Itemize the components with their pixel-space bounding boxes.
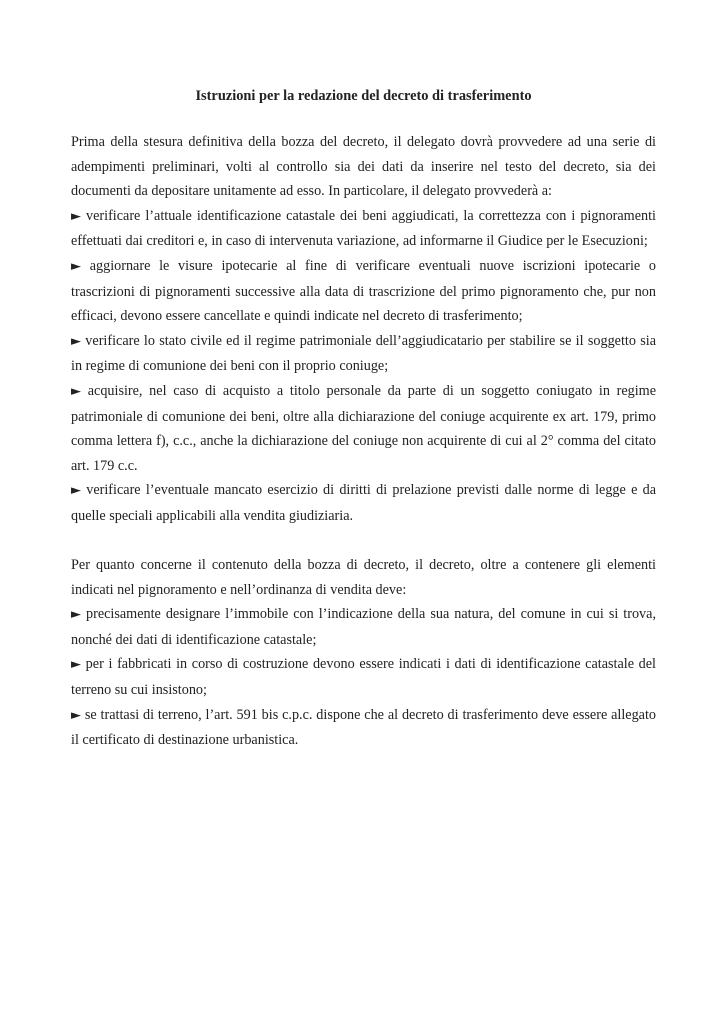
list-item-text: acquisire, nel caso di acquisto a titolo personale da parte di un soggetto coniugato in regime patrimoniale di comunione dei beni, oltre alla dichiarazione del coniuge acquirente ex art. 179, primo comma lettera f), c.c., anche la dichiarazione del coniuge non acquirente di cui al 2° comma del citato art. 179 c.c. — [71, 382, 657, 474]
list-item — [71, 254, 656, 329]
bullet-arrow-icon: ► — [71, 657, 81, 673]
section1-intro: Prima della stesura definitiva della bozza del decreto, il delegato dovrà provvedere ad una serie di adempimenti preliminari, volti al controllo sia dei dati da inserire nel testo del decreto, sia dei documenti da depositare unitamente ad esso. In particolare, il delegato provvederà a: — [71, 134, 656, 200]
list-item — [71, 379, 656, 478]
bullet-arrow-icon: ► — [71, 333, 81, 349]
list-item — [71, 204, 656, 254]
bullet-arrow-icon: ► — [71, 208, 81, 224]
list-item — [71, 478, 656, 528]
bullet-arrow-icon: ► — [71, 383, 81, 399]
list-item — [71, 703, 656, 753]
list-item-text: verificare l’attuale identificazione catastale dei beni aggiudicati, la correttezza con i pignoramenti effettuati dai creditori e, in caso di intervenuta variazione, ad informarne il Giudice per le Esecuzioni; — [71, 207, 656, 250]
document-title: Istruzioni per la redazione del decreto di trasferimento — [195, 88, 532, 104]
list-item-text: se trattasi di terreno, l’art. 591 bis c.p.c. dispone che al decreto di trasferimento deve essere allegato il certificato di destinazione urbanistica. — [71, 706, 657, 749]
section2-intro: Per quanto concerne il contenuto della bozza di decreto, il decreto, oltre a contenere gli elementi indicati nel pignoramento e nell’ordinanza di vendita deve: — [71, 557, 656, 598]
list-item — [71, 329, 656, 379]
bullet-arrow-icon: ► — [71, 707, 81, 723]
paragraph-spacer — [71, 529, 656, 554]
bullet-arrow-icon: ► — [71, 483, 81, 499]
list-item-text: aggiornare le visure ipotecarie al fine di verificare eventuali nuove iscrizioni ipotecarie o trascrizioni di pignoramenti successive alla data di trascrizione del primo pignoramento che, pur non efficaci, devono essere cancellate e quindi indicate nel decreto di trasferimento; — [71, 257, 656, 325]
bullet-arrow-icon: ► — [71, 607, 81, 623]
list-item-text: verificare lo stato civile ed il regime patrimoniale dell’aggiudicatario per stabilire se il soggetto sia in regime di comunione dei beni con il proprio coniuge; — [71, 332, 656, 375]
list-item — [71, 652, 656, 702]
list-item-text: precisamente designare l’immobile con l’indicazione della sua natura, del comune in cui si trova, nonché dei dati di identificazione catastale; — [71, 606, 656, 648]
document-body — [71, 86, 656, 753]
list-item-text: verificare l’eventuale mancato esercizio di diritti di prelazione previsti dalle norme di legge e da quelle speciali applicabili alla vendita giudiziaria. — [71, 482, 656, 524]
bullet-arrow-icon: ► — [71, 258, 81, 274]
list-item-text: per i fabbricati in corso di costruzione devono essere indicati i dati di identificazione catastale del terreno su cui insistono; — [71, 656, 656, 699]
list-item — [71, 602, 656, 652]
